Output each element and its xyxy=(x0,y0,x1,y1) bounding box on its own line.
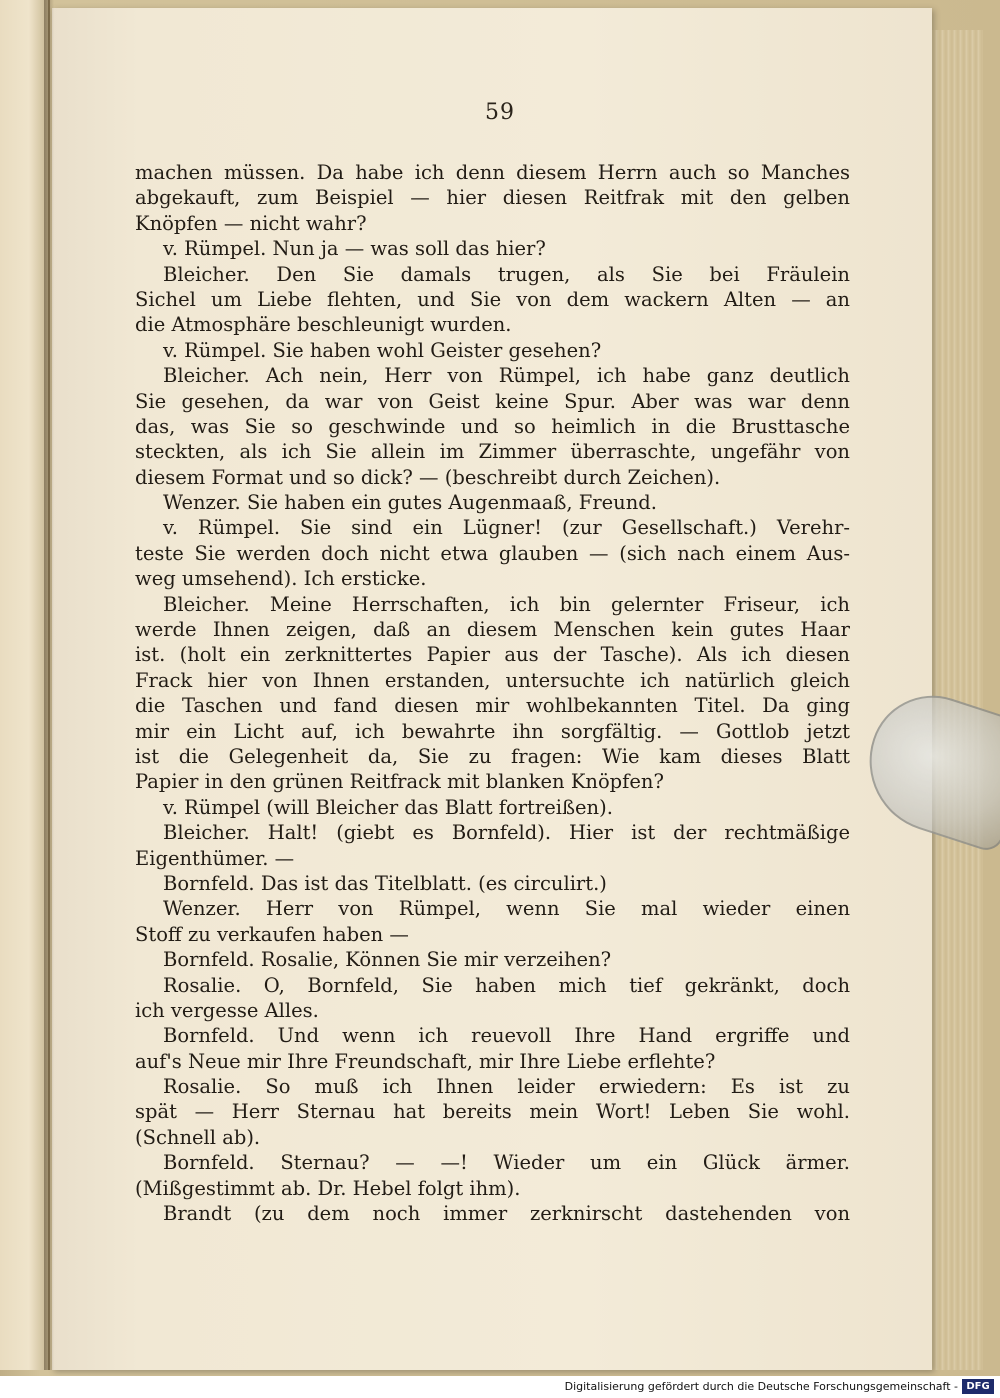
text-line: ist die Gelegenheit da, Sie zu fragen: Wie kam dieses Blatt xyxy=(135,744,850,768)
text-line: auf's Neue mir Ihre Freundschaft, mir Ihre Liebe erflehte? xyxy=(135,1049,716,1073)
text-line: v. Rümpel. Nun ja — was soll das hier? xyxy=(163,237,546,261)
text-line: teste Sie werden doch nicht etwa glauben — (sich nach einem Aus- xyxy=(135,541,850,565)
text-line: das, was Sie so geschwinde und so heimlich in die Brusttasche xyxy=(135,414,850,438)
text-line: Rosalie. So muß ich Ihnen leider erwiedern: Es ist zu xyxy=(163,1075,850,1099)
funding-notice: Digitalisierung gefördert durch die Deutsche Forschungsgemeinschaft - xyxy=(564,1380,958,1393)
text-line: Sie gesehen, da war von Geist keine Spur. Aber was war denn xyxy=(135,389,850,413)
spine-shadow xyxy=(44,0,54,1370)
text-line: Bornfeld. Rosalie, Können Sie mir verzeihen? xyxy=(163,948,612,972)
text-line: die Taschen und fand diesen mir wohlbekannten Titel. Da ging xyxy=(135,694,850,718)
text-line: steckten, als ich Sie allein im Zimmer überraschte, ungefähr von xyxy=(135,440,850,464)
text-line: (Mißgestimmt ab. Dr. Hebel folgt ihm). xyxy=(135,1176,521,1200)
text-line: machen müssen. Da habe ich denn diesem Herrn auch so Manches xyxy=(135,161,850,184)
text-line: Bornfeld. Sternau? — —! Wieder um ein Glück ärmer. xyxy=(163,1151,850,1175)
facing-page-edge xyxy=(0,0,50,1370)
text-line: v. Rümpel (will Bleicher das Blatt fortreißen). xyxy=(163,795,613,819)
dfg-logo: DFG xyxy=(962,1379,994,1394)
text-line: Bleicher. Ach nein, Herr von Rümpel, ich habe ganz deutlich xyxy=(163,364,850,388)
text-line: Wenzer. Herr von Rümpel, wenn Sie mal wieder einen xyxy=(163,897,850,921)
text-line: Wenzer. Sie haben ein gutes Augenmaaß, Freund. xyxy=(163,491,657,515)
text-line: die Atmosphäre beschleunigt wurden. xyxy=(135,313,512,337)
text-line: (Schnell ab). xyxy=(135,1125,261,1149)
text-line: spät — Herr Sternau hat bereits mein Wort! Leben Sie wohl. xyxy=(135,1100,850,1124)
text-line: Brandt (zu dem noch immer zerknirscht dastehenden von xyxy=(163,1202,850,1226)
text-line: v. Rümpel. Sie sind ein Lügner! (zur Gesellschaft.) Verehr- xyxy=(163,516,850,540)
text-line: ist. (holt ein zerknittertes Papier aus der Tasche). Als ich diesen xyxy=(135,643,850,667)
text-line: weg umsehend). Ich ersticke. xyxy=(135,567,427,591)
text-line: Knöpfen — nicht wahr? xyxy=(135,211,367,235)
text-line: Stoff zu verkaufen haben — xyxy=(135,922,409,946)
text-line: Sichel um Liebe flehten, und Sie von dem wackern Alten — an xyxy=(135,287,850,311)
text-line: Papier in den grünen Reitfrack mit blanken Knöpfen? xyxy=(135,770,664,794)
body-text xyxy=(135,160,850,1226)
text-line: v. Rümpel. Sie haben wohl Geister gesehen? xyxy=(163,338,602,362)
text-line: Bleicher. Halt! (giebt es Bornfeld). Hier ist der rechtmäßige xyxy=(163,821,850,845)
text-line: Bleicher. Meine Herrschaften, ich bin gelernter Friseur, ich xyxy=(163,592,850,616)
text-line: Bleicher. Den Sie damals trugen, als Sie bei Fräulein xyxy=(163,262,850,286)
text-line: Rosalie. O, Bornfeld, Sie haben mich tief gekränkt, doch xyxy=(163,973,850,997)
page-number: 59 xyxy=(485,100,515,125)
text-line: Bornfeld. Das ist das Titelblatt. (es circulirt.) xyxy=(163,871,607,895)
text-line: Bornfeld. Und wenn ich reuevoll Ihre Hand ergriffe und xyxy=(163,1024,850,1048)
text-line: werde Ihnen zeigen, daß an diesem Menschen kein gutes Haar xyxy=(135,618,850,642)
text-line: abgekauft, zum Beispiel — hier diesen Reitfrak mit den gelben xyxy=(135,186,850,210)
text-line: Eigenthümer. — xyxy=(135,846,295,870)
text-line: mir ein Licht auf, ich bewahrte ihn sorgfältig. — Gottlob jetzt xyxy=(135,719,850,743)
text-line: Frack hier von Ihnen erstanden, untersuchte ich natürlich gleich xyxy=(135,668,850,692)
text-line: diesem Format und so dick? — (beschreibt durch Zeichen). xyxy=(135,465,721,489)
text-line: ich vergesse Alles. xyxy=(135,998,319,1022)
